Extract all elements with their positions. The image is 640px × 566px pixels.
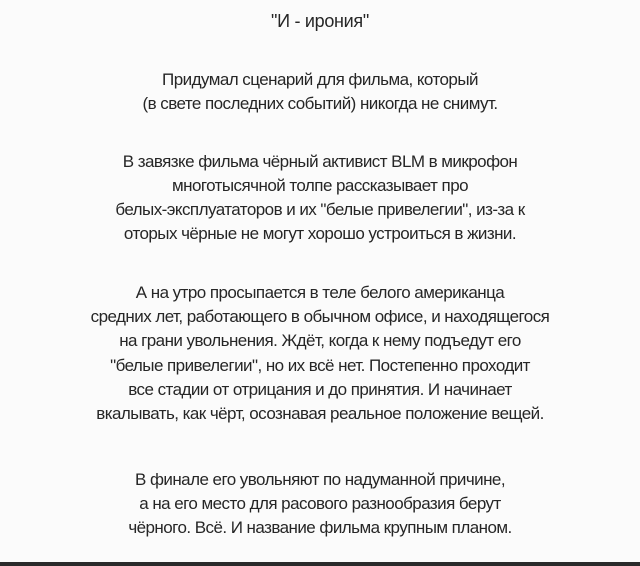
bottom-divider <box>0 562 640 566</box>
text-line: Придумал сценарий для фильма, который <box>162 70 478 89</box>
text-line: А на утро просыпается в теле белого американца <box>135 283 505 302</box>
text-line: оторых чёрные не могут хорошо устроиться в жизни. <box>123 224 517 243</box>
text-line: все стадии от отрицания и до принятия. И начинает <box>128 380 512 399</box>
post-title: "И - ирония" <box>271 11 369 31</box>
text-line: а на его место для расового разнообразия берут <box>139 494 501 513</box>
text-line: средних лет, работающего в обычном офисе, и находящегося <box>90 307 550 326</box>
text-line: чёрного. Всё. И название фильма крупным планом. <box>128 518 512 537</box>
text-line: на грани увольнения. Ждёт, когда к нему подъедут его <box>119 331 521 350</box>
text-line: В финале его увольняют по надуманной причине, <box>135 470 505 489</box>
text-line: (в свете последних событий) никогда не снимут. <box>142 94 498 113</box>
text-line: В завязке фильма чёрный активист BLM в микрофон <box>122 152 518 171</box>
text-line: "белые привелегии", но их всё нет. Постепенно проходит <box>110 356 530 375</box>
text-line: вкалывать, как чёрт, осознавая реальное положение вещей. <box>96 404 544 423</box>
text-line: многотысячной толпе рассказывает про <box>171 176 469 195</box>
text-line: белых-эксплуататоров и их "белые привелегии", из-за к <box>115 200 525 219</box>
